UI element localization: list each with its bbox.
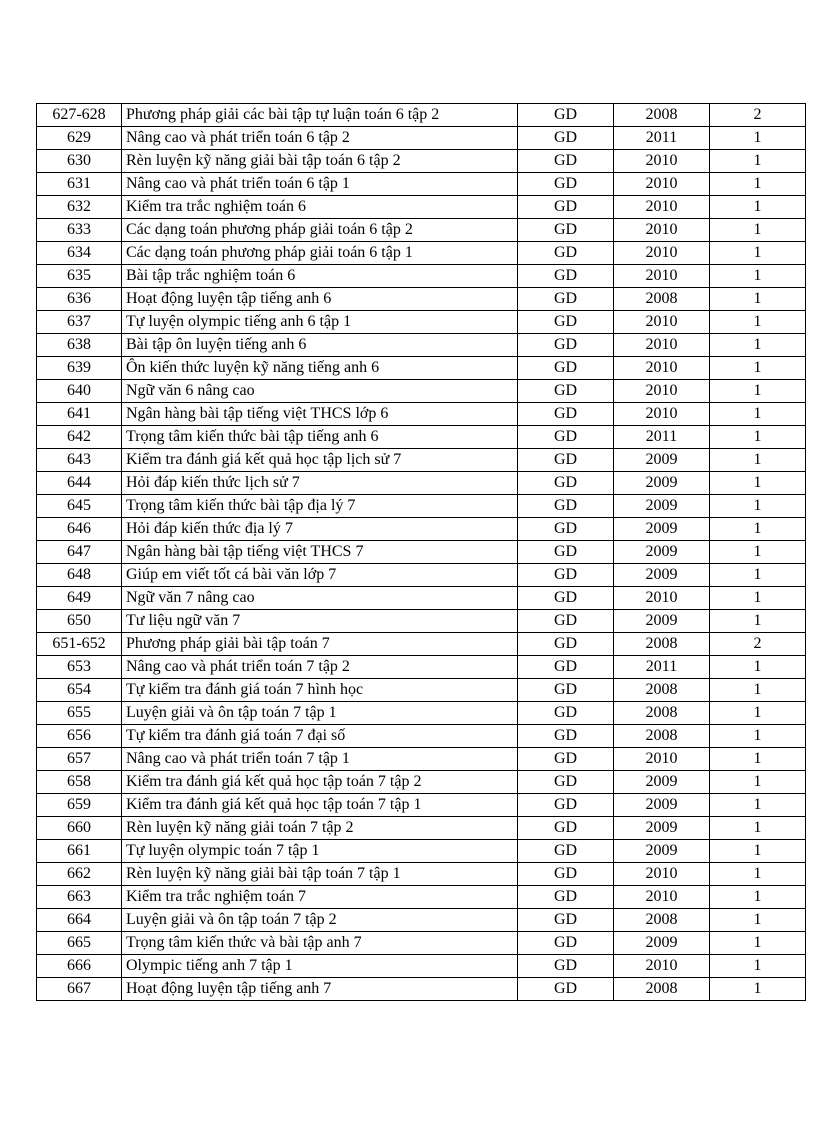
book-number-cell: 627-628 — [37, 104, 122, 127]
publisher-cell: GD — [518, 955, 614, 978]
book-number-cell: 639 — [37, 357, 122, 380]
book-title-cell: Hỏi đáp kiến thức lịch sử 7 — [122, 472, 518, 495]
table-row — [37, 909, 806, 932]
book-title-cell: Luyện giải và ôn tập toán 7 tập 1 — [122, 702, 518, 725]
table-row — [37, 840, 806, 863]
publisher-cell: GD — [518, 150, 614, 173]
table-row — [37, 288, 806, 311]
table-row — [37, 127, 806, 150]
year-cell: 2010 — [614, 334, 710, 357]
publisher-cell: GD — [518, 127, 614, 150]
quantity-cell: 1 — [710, 541, 806, 564]
year-cell: 2010 — [614, 955, 710, 978]
table-row — [37, 173, 806, 196]
book-title-cell: Trọng tâm kiến thức và bài tập anh 7 — [122, 932, 518, 955]
book-title-cell: Kiểm tra trắc nghiệm toán 7 — [122, 886, 518, 909]
book-title-cell: Rèn luyện kỹ năng giải toán 7 tập 2 — [122, 817, 518, 840]
year-cell: 2009 — [614, 564, 710, 587]
book-title-cell: Nâng cao và phát triển toán 7 tập 2 — [122, 656, 518, 679]
book-title-cell: Rèn luyện kỹ năng giải bài tập toán 7 tập 1 — [122, 863, 518, 886]
publisher-cell: GD — [518, 104, 614, 127]
publisher-cell: GD — [518, 288, 614, 311]
year-cell: 2010 — [614, 403, 710, 426]
book-title-cell: Kiểm tra đánh giá kết quả học tập toán 7 tập 1 — [122, 794, 518, 817]
year-cell: 2010 — [614, 748, 710, 771]
publisher-cell: GD — [518, 978, 614, 1001]
table-row — [37, 955, 806, 978]
book-title-cell: Phương pháp giải bài tập toán 7 — [122, 633, 518, 656]
book-title-cell: Luyện giải và ôn tập toán 7 tập 2 — [122, 909, 518, 932]
quantity-cell: 1 — [710, 242, 806, 265]
quantity-cell: 1 — [710, 725, 806, 748]
year-cell: 2010 — [614, 196, 710, 219]
year-cell: 2010 — [614, 587, 710, 610]
quantity-cell: 2 — [710, 633, 806, 656]
publisher-cell: GD — [518, 587, 614, 610]
book-title-cell: Ngữ văn 6 nâng cao — [122, 380, 518, 403]
table-row — [37, 817, 806, 840]
book-title-cell: Các dạng toán phương pháp giải toán 6 tập 2 — [122, 219, 518, 242]
book-title-cell: Hỏi đáp kiến thức địa lý 7 — [122, 518, 518, 541]
publisher-cell: GD — [518, 334, 614, 357]
book-number-cell: 661 — [37, 840, 122, 863]
table-row — [37, 449, 806, 472]
book-number-cell: 650 — [37, 610, 122, 633]
year-cell: 2010 — [614, 357, 710, 380]
table-row — [37, 587, 806, 610]
book-number-cell: 654 — [37, 679, 122, 702]
book-title-cell: Bài tập trắc nghiệm toán 6 — [122, 265, 518, 288]
book-number-cell: 657 — [37, 748, 122, 771]
book-number-cell: 642 — [37, 426, 122, 449]
quantity-cell: 1 — [710, 219, 806, 242]
quantity-cell: 1 — [710, 173, 806, 196]
publisher-cell: GD — [518, 656, 614, 679]
quantity-cell: 1 — [710, 656, 806, 679]
year-cell: 2009 — [614, 541, 710, 564]
publisher-cell: GD — [518, 265, 614, 288]
quantity-cell: 1 — [710, 702, 806, 725]
book-title-cell: Nâng cao và phát triển toán 7 tập 1 — [122, 748, 518, 771]
table-row — [37, 403, 806, 426]
year-cell: 2008 — [614, 725, 710, 748]
quantity-cell: 1 — [710, 449, 806, 472]
publisher-cell: GD — [518, 311, 614, 334]
year-cell: 2009 — [614, 932, 710, 955]
book-number-cell: 630 — [37, 150, 122, 173]
table-row — [37, 863, 806, 886]
table-row — [37, 518, 806, 541]
quantity-cell: 1 — [710, 932, 806, 955]
book-title-cell: Bài tập ôn luyện tiếng anh 6 — [122, 334, 518, 357]
table-row — [37, 725, 806, 748]
publisher-cell: GD — [518, 817, 614, 840]
publisher-cell: GD — [518, 725, 614, 748]
book-title-cell: Tự kiểm tra đánh giá toán 7 hình học — [122, 679, 518, 702]
table-row — [37, 633, 806, 656]
year-cell: 2010 — [614, 311, 710, 334]
publisher-cell: GD — [518, 196, 614, 219]
publisher-cell: GD — [518, 932, 614, 955]
year-cell: 2010 — [614, 886, 710, 909]
year-cell: 2010 — [614, 150, 710, 173]
book-title-cell: Tự kiểm tra đánh giá toán 7 đại số — [122, 725, 518, 748]
table-body — [37, 104, 806, 1001]
publisher-cell: GD — [518, 633, 614, 656]
table-row — [37, 311, 806, 334]
publisher-cell: GD — [518, 840, 614, 863]
book-number-cell: 634 — [37, 242, 122, 265]
book-number-cell: 662 — [37, 863, 122, 886]
publisher-cell: GD — [518, 863, 614, 886]
year-cell: 2010 — [614, 173, 710, 196]
year-cell: 2009 — [614, 472, 710, 495]
book-number-cell: 663 — [37, 886, 122, 909]
book-title-cell: Rèn luyện kỹ năng giải bài tập toán 6 tập 2 — [122, 150, 518, 173]
book-number-cell: 649 — [37, 587, 122, 610]
table-row — [37, 978, 806, 1001]
quantity-cell: 1 — [710, 794, 806, 817]
book-number-cell: 646 — [37, 518, 122, 541]
quantity-cell: 1 — [710, 587, 806, 610]
book-number-cell: 651-652 — [37, 633, 122, 656]
book-title-cell: Hoạt động luyện tập tiếng anh 6 — [122, 288, 518, 311]
publisher-cell: GD — [518, 794, 614, 817]
year-cell: 2010 — [614, 242, 710, 265]
quantity-cell: 1 — [710, 495, 806, 518]
book-number-cell: 659 — [37, 794, 122, 817]
table-row — [37, 104, 806, 127]
book-number-cell: 640 — [37, 380, 122, 403]
quantity-cell: 1 — [710, 679, 806, 702]
year-cell: 2008 — [614, 909, 710, 932]
year-cell: 2008 — [614, 288, 710, 311]
book-number-cell: 645 — [37, 495, 122, 518]
book-number-cell: 664 — [37, 909, 122, 932]
table-row — [37, 794, 806, 817]
book-number-cell: 648 — [37, 564, 122, 587]
table-row — [37, 219, 806, 242]
book-number-cell: 644 — [37, 472, 122, 495]
book-title-cell: Các dạng toán phương pháp giải toán 6 tập 1 — [122, 242, 518, 265]
quantity-cell: 1 — [710, 127, 806, 150]
quantity-cell: 1 — [710, 771, 806, 794]
table-row — [37, 150, 806, 173]
publisher-cell: GD — [518, 564, 614, 587]
book-number-cell: 629 — [37, 127, 122, 150]
book-title-cell: Trọng tâm kiến thức bài tập địa lý 7 — [122, 495, 518, 518]
table-row — [37, 771, 806, 794]
year-cell: 2010 — [614, 380, 710, 403]
book-number-cell: 655 — [37, 702, 122, 725]
year-cell: 2009 — [614, 449, 710, 472]
book-number-cell: 656 — [37, 725, 122, 748]
table-row — [37, 472, 806, 495]
year-cell: 2011 — [614, 656, 710, 679]
publisher-cell: GD — [518, 610, 614, 633]
publisher-cell: GD — [518, 426, 614, 449]
book-title-cell: Nâng cao và phát triển toán 6 tập 2 — [122, 127, 518, 150]
year-cell: 2011 — [614, 426, 710, 449]
book-title-cell: Kiểm tra đánh giá kết quả học tập lịch sử 7 — [122, 449, 518, 472]
publisher-cell: GD — [518, 380, 614, 403]
book-number-cell: 660 — [37, 817, 122, 840]
quantity-cell: 1 — [710, 978, 806, 1001]
quantity-cell: 1 — [710, 265, 806, 288]
book-number-cell: 653 — [37, 656, 122, 679]
table-row — [37, 495, 806, 518]
book-title-cell: Kiểm tra trắc nghiệm toán 6 — [122, 196, 518, 219]
year-cell: 2009 — [614, 771, 710, 794]
year-cell: 2008 — [614, 679, 710, 702]
book-number-cell: 658 — [37, 771, 122, 794]
publisher-cell: GD — [518, 679, 614, 702]
year-cell: 2008 — [614, 633, 710, 656]
quantity-cell: 1 — [710, 610, 806, 633]
quantity-cell: 1 — [710, 955, 806, 978]
quantity-cell: 1 — [710, 886, 806, 909]
book-title-cell: Olympic tiếng anh 7 tập 1 — [122, 955, 518, 978]
publisher-cell: GD — [518, 541, 614, 564]
publisher-cell: GD — [518, 748, 614, 771]
book-number-cell: 643 — [37, 449, 122, 472]
quantity-cell: 2 — [710, 104, 806, 127]
book-number-cell: 647 — [37, 541, 122, 564]
table-row — [37, 541, 806, 564]
year-cell: 2010 — [614, 219, 710, 242]
table-row — [37, 679, 806, 702]
book-title-cell: Hoạt động luyện tập tiếng anh 7 — [122, 978, 518, 1001]
publisher-cell: GD — [518, 357, 614, 380]
publisher-cell: GD — [518, 518, 614, 541]
book-title-cell: Phương pháp giải các bài tập tự luận toán 6 tập 2 — [122, 104, 518, 127]
book-number-cell: 641 — [37, 403, 122, 426]
quantity-cell: 1 — [710, 863, 806, 886]
book-title-cell: Tư liệu ngữ văn 7 — [122, 610, 518, 633]
publisher-cell: GD — [518, 449, 614, 472]
book-title-cell: Ôn kiến thức luyện kỹ năng tiếng anh 6 — [122, 357, 518, 380]
table-row — [37, 380, 806, 403]
publisher-cell: GD — [518, 495, 614, 518]
quantity-cell: 1 — [710, 334, 806, 357]
quantity-cell: 1 — [710, 403, 806, 426]
book-number-cell: 636 — [37, 288, 122, 311]
year-cell: 2009 — [614, 610, 710, 633]
quantity-cell: 1 — [710, 472, 806, 495]
quantity-cell: 1 — [710, 288, 806, 311]
table-row — [37, 610, 806, 633]
book-number-cell: 638 — [37, 334, 122, 357]
quantity-cell: 1 — [710, 564, 806, 587]
book-title-cell: Trọng tâm kiến thức bài tập tiếng anh 6 — [122, 426, 518, 449]
book-title-cell: Ngân hàng bài tập tiếng việt THCS lớp 6 — [122, 403, 518, 426]
publisher-cell: GD — [518, 702, 614, 725]
book-number-cell: 637 — [37, 311, 122, 334]
publisher-cell: GD — [518, 242, 614, 265]
table-row — [37, 426, 806, 449]
book-title-cell: Ngữ văn 7 nâng cao — [122, 587, 518, 610]
year-cell: 2009 — [614, 794, 710, 817]
quantity-cell: 1 — [710, 817, 806, 840]
book-number-cell: 633 — [37, 219, 122, 242]
table-row — [37, 357, 806, 380]
table-row — [37, 242, 806, 265]
publisher-cell: GD — [518, 472, 614, 495]
book-number-cell: 632 — [37, 196, 122, 219]
quantity-cell: 1 — [710, 380, 806, 403]
table-row — [37, 265, 806, 288]
publisher-cell: GD — [518, 771, 614, 794]
publisher-cell: GD — [518, 886, 614, 909]
quantity-cell: 1 — [710, 840, 806, 863]
book-title-cell: Giúp em viết tốt cá bài văn lớp 7 — [122, 564, 518, 587]
book-number-cell: 666 — [37, 955, 122, 978]
year-cell: 2009 — [614, 518, 710, 541]
quantity-cell: 1 — [710, 909, 806, 932]
table-row — [37, 748, 806, 771]
table-row — [37, 564, 806, 587]
quantity-cell: 1 — [710, 196, 806, 219]
book-title-cell: Nâng cao và phát triển toán 6 tập 1 — [122, 173, 518, 196]
year-cell: 2010 — [614, 265, 710, 288]
year-cell: 2009 — [614, 840, 710, 863]
publisher-cell: GD — [518, 909, 614, 932]
publisher-cell: GD — [518, 219, 614, 242]
table-row — [37, 886, 806, 909]
book-number-cell: 631 — [37, 173, 122, 196]
table-row — [37, 702, 806, 725]
book-title-cell: Kiểm tra đánh giá kết quả học tập toán 7 tập 2 — [122, 771, 518, 794]
table-row — [37, 334, 806, 357]
quantity-cell: 1 — [710, 311, 806, 334]
year-cell: 2009 — [614, 495, 710, 518]
quantity-cell: 1 — [710, 518, 806, 541]
year-cell: 2011 — [614, 127, 710, 150]
year-cell: 2010 — [614, 863, 710, 886]
quantity-cell: 1 — [710, 748, 806, 771]
table-row — [37, 196, 806, 219]
quantity-cell: 1 — [710, 357, 806, 380]
table-row — [37, 656, 806, 679]
table-row — [37, 932, 806, 955]
year-cell: 2008 — [614, 702, 710, 725]
book-number-cell: 665 — [37, 932, 122, 955]
book-title-cell: Tự luyện olympic tiếng anh 6 tập 1 — [122, 311, 518, 334]
book-number-cell: 667 — [37, 978, 122, 1001]
publisher-cell: GD — [518, 403, 614, 426]
book-title-cell: Tự luyện olympic toán 7 tập 1 — [122, 840, 518, 863]
publisher-cell: GD — [518, 173, 614, 196]
quantity-cell: 1 — [710, 426, 806, 449]
year-cell: 2008 — [614, 978, 710, 1001]
book-title-cell: Ngân hàng bài tập tiếng việt THCS 7 — [122, 541, 518, 564]
year-cell: 2009 — [614, 817, 710, 840]
quantity-cell: 1 — [710, 150, 806, 173]
book-number-cell: 635 — [37, 265, 122, 288]
book-inventory-table — [36, 103, 806, 1001]
year-cell: 2008 — [614, 104, 710, 127]
